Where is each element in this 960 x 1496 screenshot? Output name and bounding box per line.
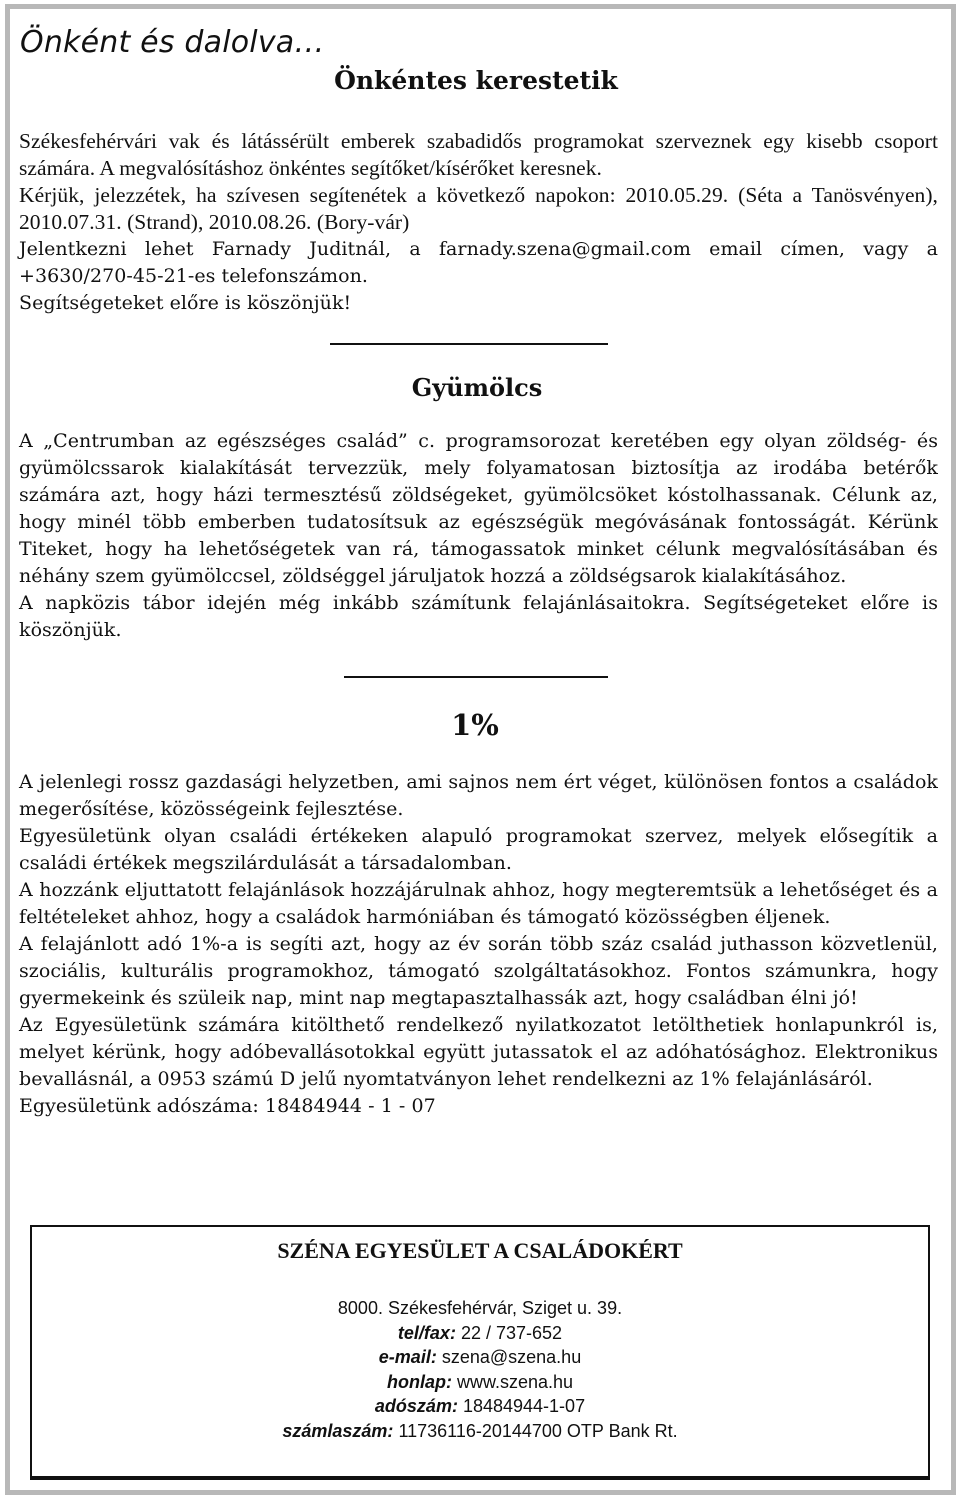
section-divider: [330, 343, 608, 345]
website-label: honlap:: [386, 1371, 452, 1392]
volunteer-heading: Önkéntes kerestetik: [334, 66, 618, 95]
website-link[interactable]: www.szena.hu: [456, 1371, 574, 1392]
page-title: Önként és dalolva…: [20, 25, 325, 60]
one-percent-paragraph: Az Egyesületünk számára kitölthető rendelkező nyilatkozatot letölthetiek honlapunkról is, melyet kérünk, hogy adóbevallásotokkal együtt jutassatok el az adóhatósághoz. Elektronikus bevallásnál, a 0953 számú D jelű nyomtatványon lehet rendelkezni az 1% felajánlásáról.: [19, 1014, 938, 1090]
one-percent-text: [19, 769, 938, 1120]
bank-account-label: számlaszám:: [282, 1420, 394, 1441]
fruit-paragraph: A napközis tábor idején még inkább számítunk felajánlásaitokra. Segítségeteket előre is köszönjük.: [19, 592, 938, 641]
tax-number-line: Egyesületünk adószáma: 18484944 - 1 - 07: [19, 1095, 436, 1117]
fruit-heading: Gyümölcs: [411, 373, 543, 402]
volunteer-contact-paragraph: Jelentkezni lehet Farnady Juditnál, a farnady.szena@gmail.com email címen, vagy a +3630/270-45-21-es telefonszámon.: [19, 238, 938, 287]
bank-account-value: 11736116-20144700 OTP Bank Rt.: [398, 1420, 678, 1441]
section-divider: [344, 676, 608, 678]
one-percent-paragraph: A hozzánk eljuttatott felajánlások hozzájárulnak ahhoz, hogy megteremtsük a lehetőséget és a feltételeket ahhoz, hogy a családok harmóniában és támogató közösségben éljenek.: [19, 879, 938, 928]
website-line: [32, 1370, 928, 1395]
tax-id-label: adószám:: [374, 1396, 458, 1416]
volunteer-text: [19, 128, 938, 236]
address-line: 8000. Székesfehérvár, Sziget u. 39.: [337, 1298, 623, 1318]
tax-id-value: 18484944-1-07: [462, 1396, 586, 1416]
volunteer-paragraph: Székesfehérvári vak és látássérült emberek szabadidős programokat szerveznek egy kisebb csoport számára. A megvalósításhoz önkéntes segítőket/kísérőket keresnek.: [19, 129, 938, 180]
organization-name: SZÉNA EGYESÜLET A CSALÁDOKÉRT: [277, 1238, 683, 1263]
volunteer-thanks: Segítségeteket előre is köszönjük!: [19, 292, 352, 314]
phone-value: 22 / 737-652: [460, 1322, 563, 1343]
phone-label: tel/fax:: [397, 1322, 456, 1343]
contact-details: [32, 1296, 928, 1443]
fruit-paragraph: A „Centrumban az egészséges család” c. programsorozat keretében egy olyan zöldség- és gyümölcssarok kialakítását tervezzük, mely folyamatosan biztosítja az irodába betérők számára azt, hogy házi termesztésű zöldségeket, gyümölcsöket kóstolhassanak. Célunk az, hogy minél több emberben tudatosítsuk az egészségük megóvásának fontosságát. Kérünk Titeket, hogy ha lehetőségetek van rá, támogassatok minket célunk megvalósításában és néhány szem gyümölccsel, zöldséggel járuljatok hozzá a zöldségsarok kialakításához.: [19, 430, 938, 587]
one-percent-paragraph: Egyesületünk olyan családi értékeken alapuló programokat szervez, melyek elősegítik a családi értékek megszilárdulását a társadalomban.: [19, 825, 938, 874]
fruit-text: [19, 428, 938, 644]
organization-contact-box: [30, 1225, 930, 1480]
email-line: [32, 1345, 928, 1370]
tax-id-line: [32, 1394, 928, 1419]
volunteer-paragraph: Kérjük, jelezzétek, ha szívesen segítenétek a következő napokon: 2010.05.29. (Séta a Tanösvényen), 2010.07.31. (Strand), 2010.08.26. (Bory-vár): [19, 183, 938, 234]
volunteer-contact-text: [19, 236, 938, 317]
one-percent-paragraph: A jelenlegi rossz gazdasági helyzetben, ami sajnos nem ért véget, különösen fontos a családok megerősítése, közösségeink fejlesztése.: [19, 771, 938, 820]
phone-line: [32, 1321, 928, 1346]
one-percent-paragraph: A felajánlott adó 1%-a is segíti azt, hogy az év során több száz család juthasson közvetlenül, szociális, kulturális programokhoz, támogató szolgáltatásokhoz. Fontos számunkra, hogy gyermekeink és szüleik nap, mint nap megtapasztalhassák azt, hogy családban élni jó!: [19, 933, 938, 1009]
email-label: e-mail:: [378, 1347, 437, 1367]
bank-account-line: [32, 1419, 928, 1444]
one-percent-heading: 1%: [451, 708, 499, 742]
email-link[interactable]: szena@szena.hu: [441, 1347, 582, 1367]
